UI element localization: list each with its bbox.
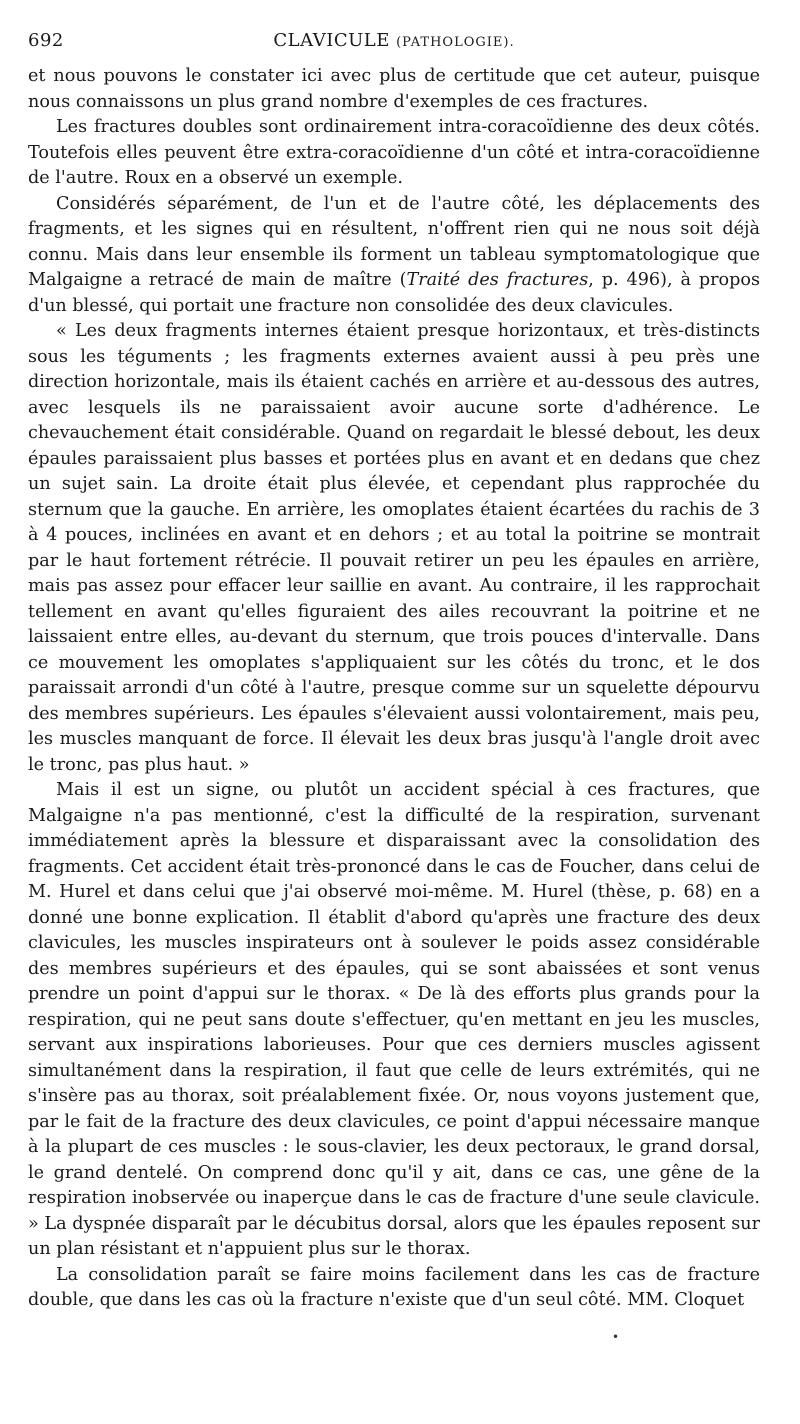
- running-title-sub: (PATHOLOGIE).: [396, 35, 515, 50]
- book-title-citation: Traité des fractures: [406, 270, 589, 290]
- paragraph-4-quotation: « Les deux fragments internes étaient presque horizontaux, et très-distincts sous les téguments ; les fragments externes avaient aussi à peu près une direction horizontale, mais ils étaient cachés en arrière et au-dessous des autres, avec lesquels ils ne paraissaient avoir aucune sorte d'adhérence. Le chevauchement était considérable. Quand on regardait le blessé debout, les deux épaules paraissaient plus basses et portées plus en avant et en dedans que chez un sujet sain. La droite était plus élevée, et cependant plus rapprochée du sternum que la gauche. En arrière, les omoplates étaient écartées du rachis de 3 à 4 pouces, inclinées en avant et en dehors ; et au total la poitrine se montrait par le haut fortement rétrécie. Il pouvait retirer un peu les épaules en arrière, mais pas assez pour effacer leur saillie en avant. Au contraire, il les rapprochait tellement en avant qu'elles figuraient des ailes recouvrant la poitrine et ne laissaient entre elles, au-devant du sternum, que trois pouces d'intervalle. Dans ce mouvement les omoplates s'appliquaient sur les côtés du tronc, et le dos paraissait arrondi d'un côté à l'autre, presque comme sur un squelette dépourvu des membres supérieurs. Les épaules s'élevaient aussi volontairement, mais peu, les muscles manquant de force. Il élevait les deux bras jusqu'à l'angle droit avec le tronc, pas plus haut. »: [28, 321, 760, 775]
- paragraph-3-text-before: Considérés séparément, de l'un et de l'autre côté, les déplacements des fragments, et les signes qui en résultent, n'offrent rien qui ne nous soit déjà connu. Mais dans leur ensemble ils forment un tableau symptomatologique que Malgaigne a retracé de main de maître (: [28, 193, 760, 290]
- paragraph-3-text-after: , p. 496), à propos d'un blessé, qui portait une fracture non consolidée des deux clavicules.: [28, 270, 760, 316]
- body-text: [28, 64, 760, 1314]
- paragraph-2: Les fractures doubles sont ordinairement intra-coracoïdienne des deux côtés. Toutefois elles peuvent être extra-coracoïdienne d'un côté et intra-coracoïdienne de l'autre. Roux en a observé un exemple.: [28, 117, 760, 188]
- paragraph-1: et nous pouvons le constater ici avec plus de certitude que cet auteur, puisque nous connaissons un plus grand nombre d'exemples de ces fractures.: [28, 66, 760, 112]
- stray-print-mark: •: [612, 1330, 620, 1344]
- running-title: [28, 30, 760, 51]
- paragraph-6: La consolidation paraît se faire moins facilement dans les cas de fracture double, que dans les cas où la fracture n'existe que d'un seul côté. MM. Cloquet: [28, 1264, 760, 1310]
- running-header: [28, 24, 760, 60]
- running-title-main: CLAVICULE: [273, 30, 390, 51]
- paragraph-5: Mais il est un signe, ou plutôt un accident spécial à ces fractures, que Malgaigne n'a pas mentionné, c'est la difficulté de la respiration, survenant immédiatement après la blessure et disparaissant avec la consolidation des fragments. Cet accident était très-prononcé dans le cas de Foucher, dans celui de M. Hurel et dans celui que j'ai observé moi-même. M. Hurel (thèse, p. 68) en a donné une bonne explication. Il établit d'abord qu'après une fracture des deux clavicules, les muscles inspirateurs ont à soulever le poids assez considérable des membres supérieurs et des épaules, qui se sont abaissées et sont venus prendre un point d'appui sur le thorax. « De là des efforts plus grands pour la respiration, qui ne peut sans doute s'effectuer, qu'en mettant en jeu les muscles, servant aux inspirations laborieuses. Pour que ces derniers muscles agissent simultanément dans la respiration, il faut que celle de leurs extrémités, qui ne s'insère pas au thorax, soit préalablement fixée. Or, nous voyons justement que, par le fait de la fracture des deux clavicules, ce point d'appui nécessaire manque à la plupart de ces muscles : le sous-clavier, les deux pectoraux, le grand dorsal, le grand dentelé. On comprend donc qu'il y ait, dans ce cas, une gêne de la respiration inobservée ou inaperçue dans le cas de fracture d'une seule clavicule. » La dyspnée disparaît par le décubitus dorsal, alors que les épaules reposent sur un plan résistant et n'appuient plus sur le thorax.: [28, 780, 760, 1259]
- paragraph-3: [28, 192, 760, 320]
- page-number: 692: [28, 30, 64, 51]
